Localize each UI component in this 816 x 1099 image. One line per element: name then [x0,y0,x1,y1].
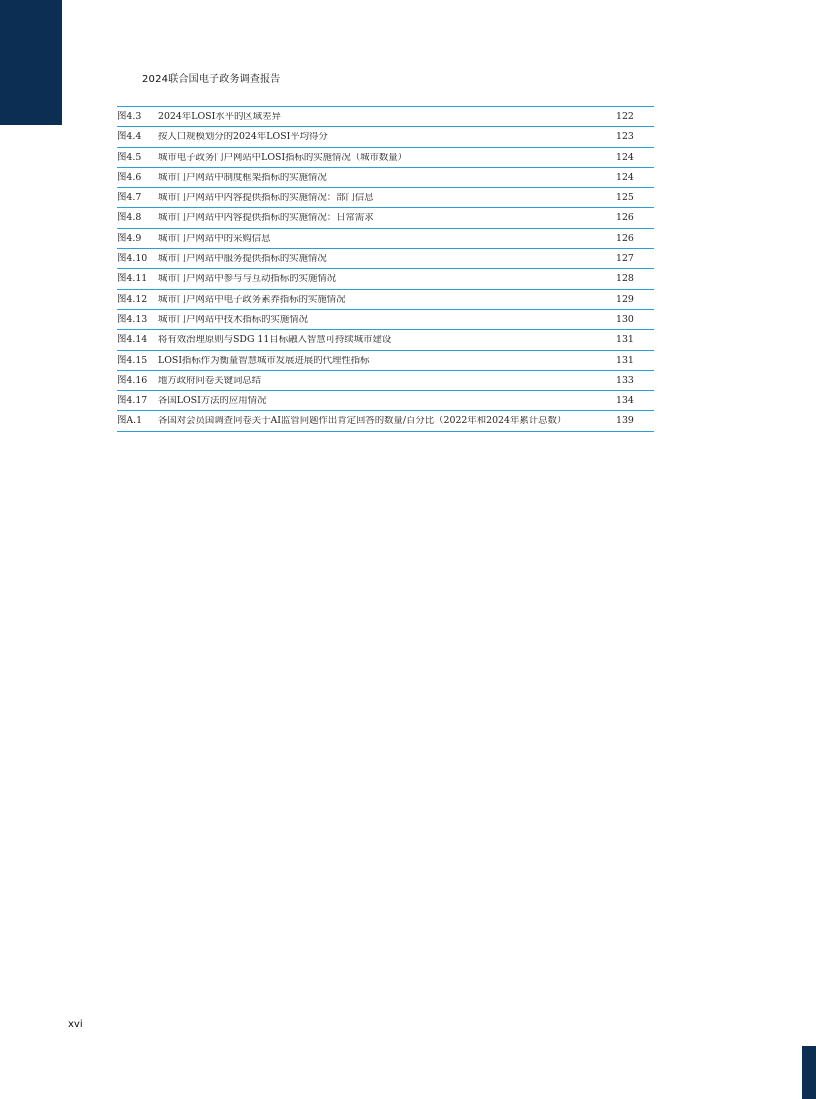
figure-list-table [117,106,654,432]
figure-page-number: 123 [616,131,634,143]
figure-page-number: 139 [616,415,634,427]
figure-number: 图4.14 [117,334,148,346]
running-header: 2024联合国电子政务调查报告 [142,74,281,85]
toc-row[interactable] [117,330,654,350]
figure-number: 图4.8 [117,212,142,224]
figure-title: 城市门户网站中服务提供指标的实施情况 [158,254,327,264]
toc-row[interactable] [117,411,654,431]
figure-title: 城市电子政务门户网站中LOSI指标的实施情况（城市数量） [158,152,408,162]
figure-number: 图4.5 [117,151,142,163]
figure-number: 图4.3 [117,110,142,122]
figure-number: 图4.11 [117,273,148,285]
toc-row[interactable] [117,290,654,310]
figure-title: 城市门户网站中参与与互动指标的实施情况 [158,274,337,284]
figure-page-number: 126 [616,232,634,244]
toc-row[interactable] [117,269,654,289]
figure-page-number: 126 [616,212,634,224]
corner-color-block [0,0,62,125]
figure-number: 图4.13 [117,313,148,325]
figure-title: LOSI指标作为衡量智慧城市发展进展的代理性指标 [158,355,370,365]
figure-title: 各国LOSI方法的应用情况 [158,396,267,406]
figure-number: 图4.17 [117,395,148,407]
toc-row[interactable] [117,351,654,371]
figure-number: 图4.4 [117,131,142,143]
figure-title: 2024年LOSI水平的区域差异 [158,111,281,122]
figure-page-number: 124 [616,151,634,163]
figure-title: 城市门户网站中内容提供指标的实施情况：部门信息 [158,193,374,203]
toc-row[interactable] [117,229,654,249]
figure-number: 图A.1 [117,415,143,427]
figure-title: 城市门户网站中制度框架指标的实施情况 [158,172,327,183]
toc-row[interactable] [117,208,654,228]
figure-page-number: 131 [616,354,634,366]
figure-page-number: 127 [616,253,634,265]
figure-number: 图4.15 [117,354,148,366]
figure-page-number: 122 [616,110,634,122]
toc-row[interactable] [117,168,654,188]
edge-color-tab [802,1046,816,1099]
figure-page-number: 128 [616,273,634,285]
page-number: xvi [68,1019,83,1030]
figure-page-number: 130 [616,313,634,325]
figure-number: 图4.10 [117,253,148,265]
figure-number: 图4.7 [117,192,142,204]
figure-title: 地方政府问卷关键词总结 [158,375,262,386]
figure-number: 图4.12 [117,293,148,305]
figure-number: 图4.9 [117,232,142,244]
figure-page-number: 125 [616,192,634,204]
figure-title: 各国对会员国调查问卷关于AI监管问题作出肯定回答的数量/百分比（2022年和2024年累计总数） [158,416,567,426]
figure-page-number: 131 [616,334,634,346]
figure-number: 图4.16 [117,374,148,386]
figure-page-number: 129 [616,293,634,305]
toc-row[interactable] [117,249,654,269]
figure-title: 城市门户网站中内容提供指标的实施情况：日常需求 [158,213,374,223]
figure-page-number: 134 [616,395,634,407]
figure-title: 城市门户网站中的采购信息 [158,233,271,244]
figure-title: 城市门户网站中电子政务素养指标的实施情况 [158,294,346,305]
figure-number: 图4.6 [117,171,142,183]
toc-row[interactable] [117,127,654,147]
figure-page-number: 133 [616,374,634,386]
toc-row[interactable] [117,391,654,411]
figure-title: 城市门户网站中技术指标的实施情况 [158,314,309,325]
toc-row[interactable] [117,107,654,127]
figure-page-number: 124 [616,171,634,183]
toc-row[interactable] [117,371,654,391]
toc-row[interactable] [117,148,654,168]
toc-row[interactable] [117,188,654,208]
figure-title: 按人口规模划分的2024年LOSI平均得分 [158,132,328,142]
toc-row[interactable] [117,310,654,330]
figure-title: 将有效治理原则与SDG 11目标融入智慧可持续城市建设 [158,335,392,345]
